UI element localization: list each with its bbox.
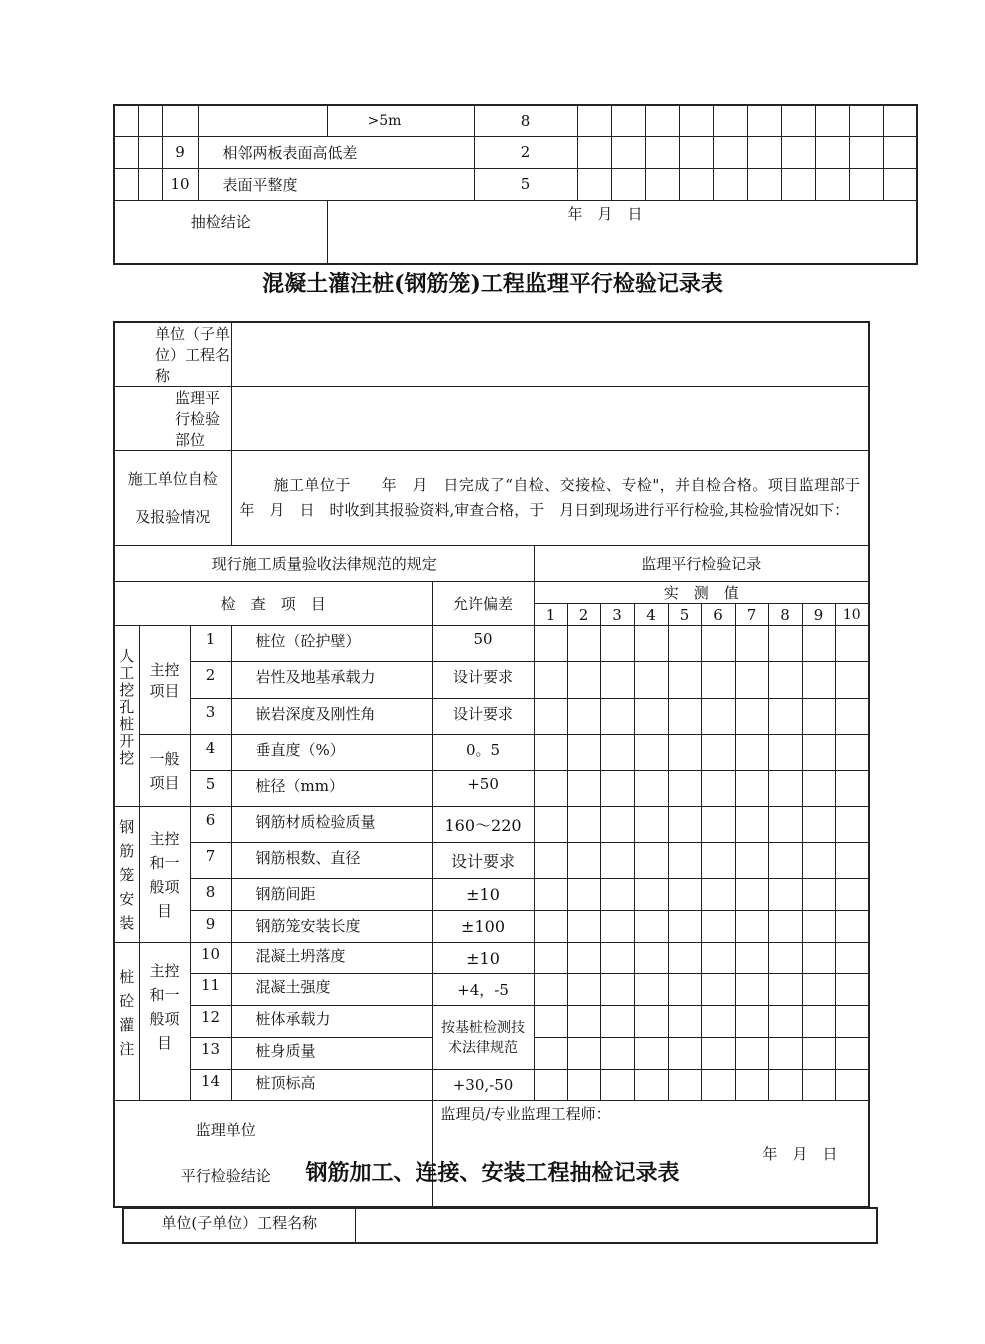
item-number: 4 <box>190 735 231 771</box>
spec-header: 现行施工质量验收法律规范的规定 <box>114 546 534 582</box>
parallel-part-value <box>231 387 869 451</box>
general-label: 一般项目 <box>139 735 190 807</box>
table-row <box>114 322 869 387</box>
table-row <box>114 1070 869 1101</box>
item-name: 桩体承载力 <box>231 1006 432 1038</box>
measure-col: 2 <box>567 604 600 626</box>
table-row <box>114 105 917 136</box>
group-label-cage: 钢筋笼安装 <box>114 807 139 943</box>
main-and-general-label: 主控和一般项目 <box>139 943 190 1101</box>
item-number: 5 <box>190 771 231 807</box>
section-header-row <box>114 546 869 582</box>
item-number: 9 <box>162 136 198 168</box>
project-name-value <box>231 322 869 387</box>
page-title-2: 钢筋加工、连接、安装工程抽检记录表 <box>305 1160 680 1186</box>
item-tolerance: 按基桩检测技术法律规范 <box>432 1006 534 1070</box>
date-label: 年 月 日 <box>327 200 917 264</box>
measured-header: 实 测 值 <box>534 582 869 604</box>
item-number: 13 <box>190 1038 231 1070</box>
item-name: 相邻两板表面高低差 <box>198 136 474 168</box>
item-number: 10 <box>190 943 231 974</box>
supervisor-sign-label: 监理员/专业监理工程师： <box>440 1105 611 1123</box>
item-name: 钢筋间距 <box>231 879 432 911</box>
supervisor-sign-area <box>432 1101 869 1207</box>
table-row <box>114 911 869 943</box>
parallel-conclusion-label: 平行检验结论 <box>180 1167 271 1186</box>
item-tolerance: 0。5 <box>432 735 534 771</box>
group-label-pouring: 桩砼灌注 <box>114 943 139 1101</box>
item-name: 桩位（砼护壁） <box>231 626 432 662</box>
rebar-inspection-table <box>122 1207 878 1244</box>
date-label: 年 月 日 <box>762 1145 838 1163</box>
item-tolerance: 设计要求 <box>432 662 534 699</box>
tolerance-cell: 5 <box>474 168 577 200</box>
item-number: 1 <box>190 626 231 662</box>
measure-col: 5 <box>668 604 701 626</box>
item-number: 9 <box>190 911 231 943</box>
item-number: 6 <box>190 807 231 843</box>
table-row <box>114 699 869 735</box>
table-row <box>114 387 869 451</box>
table-row <box>114 807 869 843</box>
project-name-label: 单位（子单位）工程名称 <box>114 322 231 387</box>
item-name: 混凝土强度 <box>231 974 432 1006</box>
item-number: 8 <box>190 879 231 911</box>
main-control-label: 主控项目 <box>139 626 190 735</box>
supervisor-unit-label: 监理单位 <box>195 1121 256 1140</box>
table-row <box>114 879 869 911</box>
measure-col: 10 <box>835 604 869 626</box>
tolerance-header: 允许偏差 <box>432 582 534 626</box>
record-header: 监理平行检验记录 <box>534 546 869 582</box>
item-tolerance: +4，-5 <box>432 974 534 1006</box>
table-row <box>114 168 917 200</box>
item-name: 混凝土坍落度 <box>231 943 432 974</box>
supervisor-conclusion-label <box>114 1101 432 1207</box>
item-tolerance: 设计要求 <box>432 699 534 735</box>
check-item-header: 检 查 项 目 <box>114 582 432 626</box>
table-row <box>114 974 869 1006</box>
item-tolerance: ±10 <box>432 879 534 911</box>
item-name: 钢筋材质检验质量 <box>231 807 432 843</box>
item-tolerance: 50 <box>432 626 534 662</box>
self-check-label-line2: 及报验情况 <box>135 508 211 526</box>
item-name: 桩径（mm） <box>231 771 432 807</box>
measure-col: 7 <box>735 604 768 626</box>
item-number: 11 <box>190 974 231 1006</box>
table-row <box>114 771 869 807</box>
item-number: 12 <box>190 1006 231 1038</box>
item-number: 14 <box>190 1070 231 1101</box>
measure-col: 6 <box>701 604 735 626</box>
item-number: 7 <box>190 843 231 879</box>
table-row <box>114 136 917 168</box>
sub-condition-cell: >5m <box>327 105 474 136</box>
tolerance-cell: 8 <box>474 105 577 136</box>
measure-col: 9 <box>802 604 835 626</box>
item-number: 2 <box>190 662 231 699</box>
item-tolerance: ±10 <box>432 943 534 974</box>
item-name: 钢筋根数、直径 <box>231 843 432 879</box>
table-row <box>114 943 869 974</box>
conclusion-row <box>114 1101 869 1207</box>
table-row <box>114 735 869 771</box>
column-header-row <box>114 582 869 604</box>
measure-col: 4 <box>634 604 668 626</box>
item-number: 3 <box>190 699 231 735</box>
item-tolerance: 设计要求 <box>432 843 534 879</box>
self-check-label <box>114 451 231 546</box>
group-label-excavation: 人工挖孔桩开挖 <box>114 626 139 807</box>
item-name: 嵌岩深度及刚性角 <box>231 699 432 735</box>
item-name: 表面平整度 <box>198 168 474 200</box>
item-name: 钢筋笼安装长度 <box>231 911 432 943</box>
item-name: 桩身质量 <box>231 1038 432 1070</box>
parallel-part-label: 监理平行检验部位 <box>114 387 231 451</box>
item-name: 垂直度（%） <box>231 735 432 771</box>
project-name-value <box>355 1208 877 1243</box>
item-tolerance: ±100 <box>432 911 534 943</box>
table-row <box>114 843 869 879</box>
parallel-inspection-table <box>113 321 891 1208</box>
table-row <box>123 1208 877 1243</box>
conclusion-label: 抽检结论 <box>114 200 327 264</box>
conclusion-row <box>114 200 917 264</box>
item-tolerance: 160～220 <box>432 807 534 843</box>
self-check-label-line1: 施工单位自检 <box>127 470 218 488</box>
measure-col: 1 <box>534 604 567 626</box>
item-name: 桩顶标高 <box>231 1070 432 1101</box>
project-name-label: 单位(子单位）工程名称 <box>123 1208 355 1243</box>
table-row <box>114 1006 869 1038</box>
tolerance-cell: 2 <box>474 136 577 168</box>
main-and-general-label: 主控和一般项目 <box>139 807 190 943</box>
previous-inspection-table <box>113 104 918 265</box>
measure-col: 3 <box>600 604 634 626</box>
page-title: 混凝土灌注桩(钢筋笼)工程监理平行检验记录表 <box>262 271 723 297</box>
item-tolerance: +50 <box>432 771 534 807</box>
table-row <box>114 662 869 699</box>
self-check-row <box>114 451 869 546</box>
table-row <box>114 626 869 662</box>
item-name: 岩性及地基承载力 <box>231 662 432 699</box>
self-check-text: 施工单位于 年 月 日完成了“自检、交接检、专检"，并自检合格。项目监理部于 年 月 日 时收到其报验资料,审查合格，于 月日到现场进行平行检验,其检验情况如下： <box>231 451 869 546</box>
measure-col: 8 <box>768 604 802 626</box>
item-tolerance: +30,-50 <box>432 1070 534 1101</box>
item-number: 10 <box>162 168 198 200</box>
